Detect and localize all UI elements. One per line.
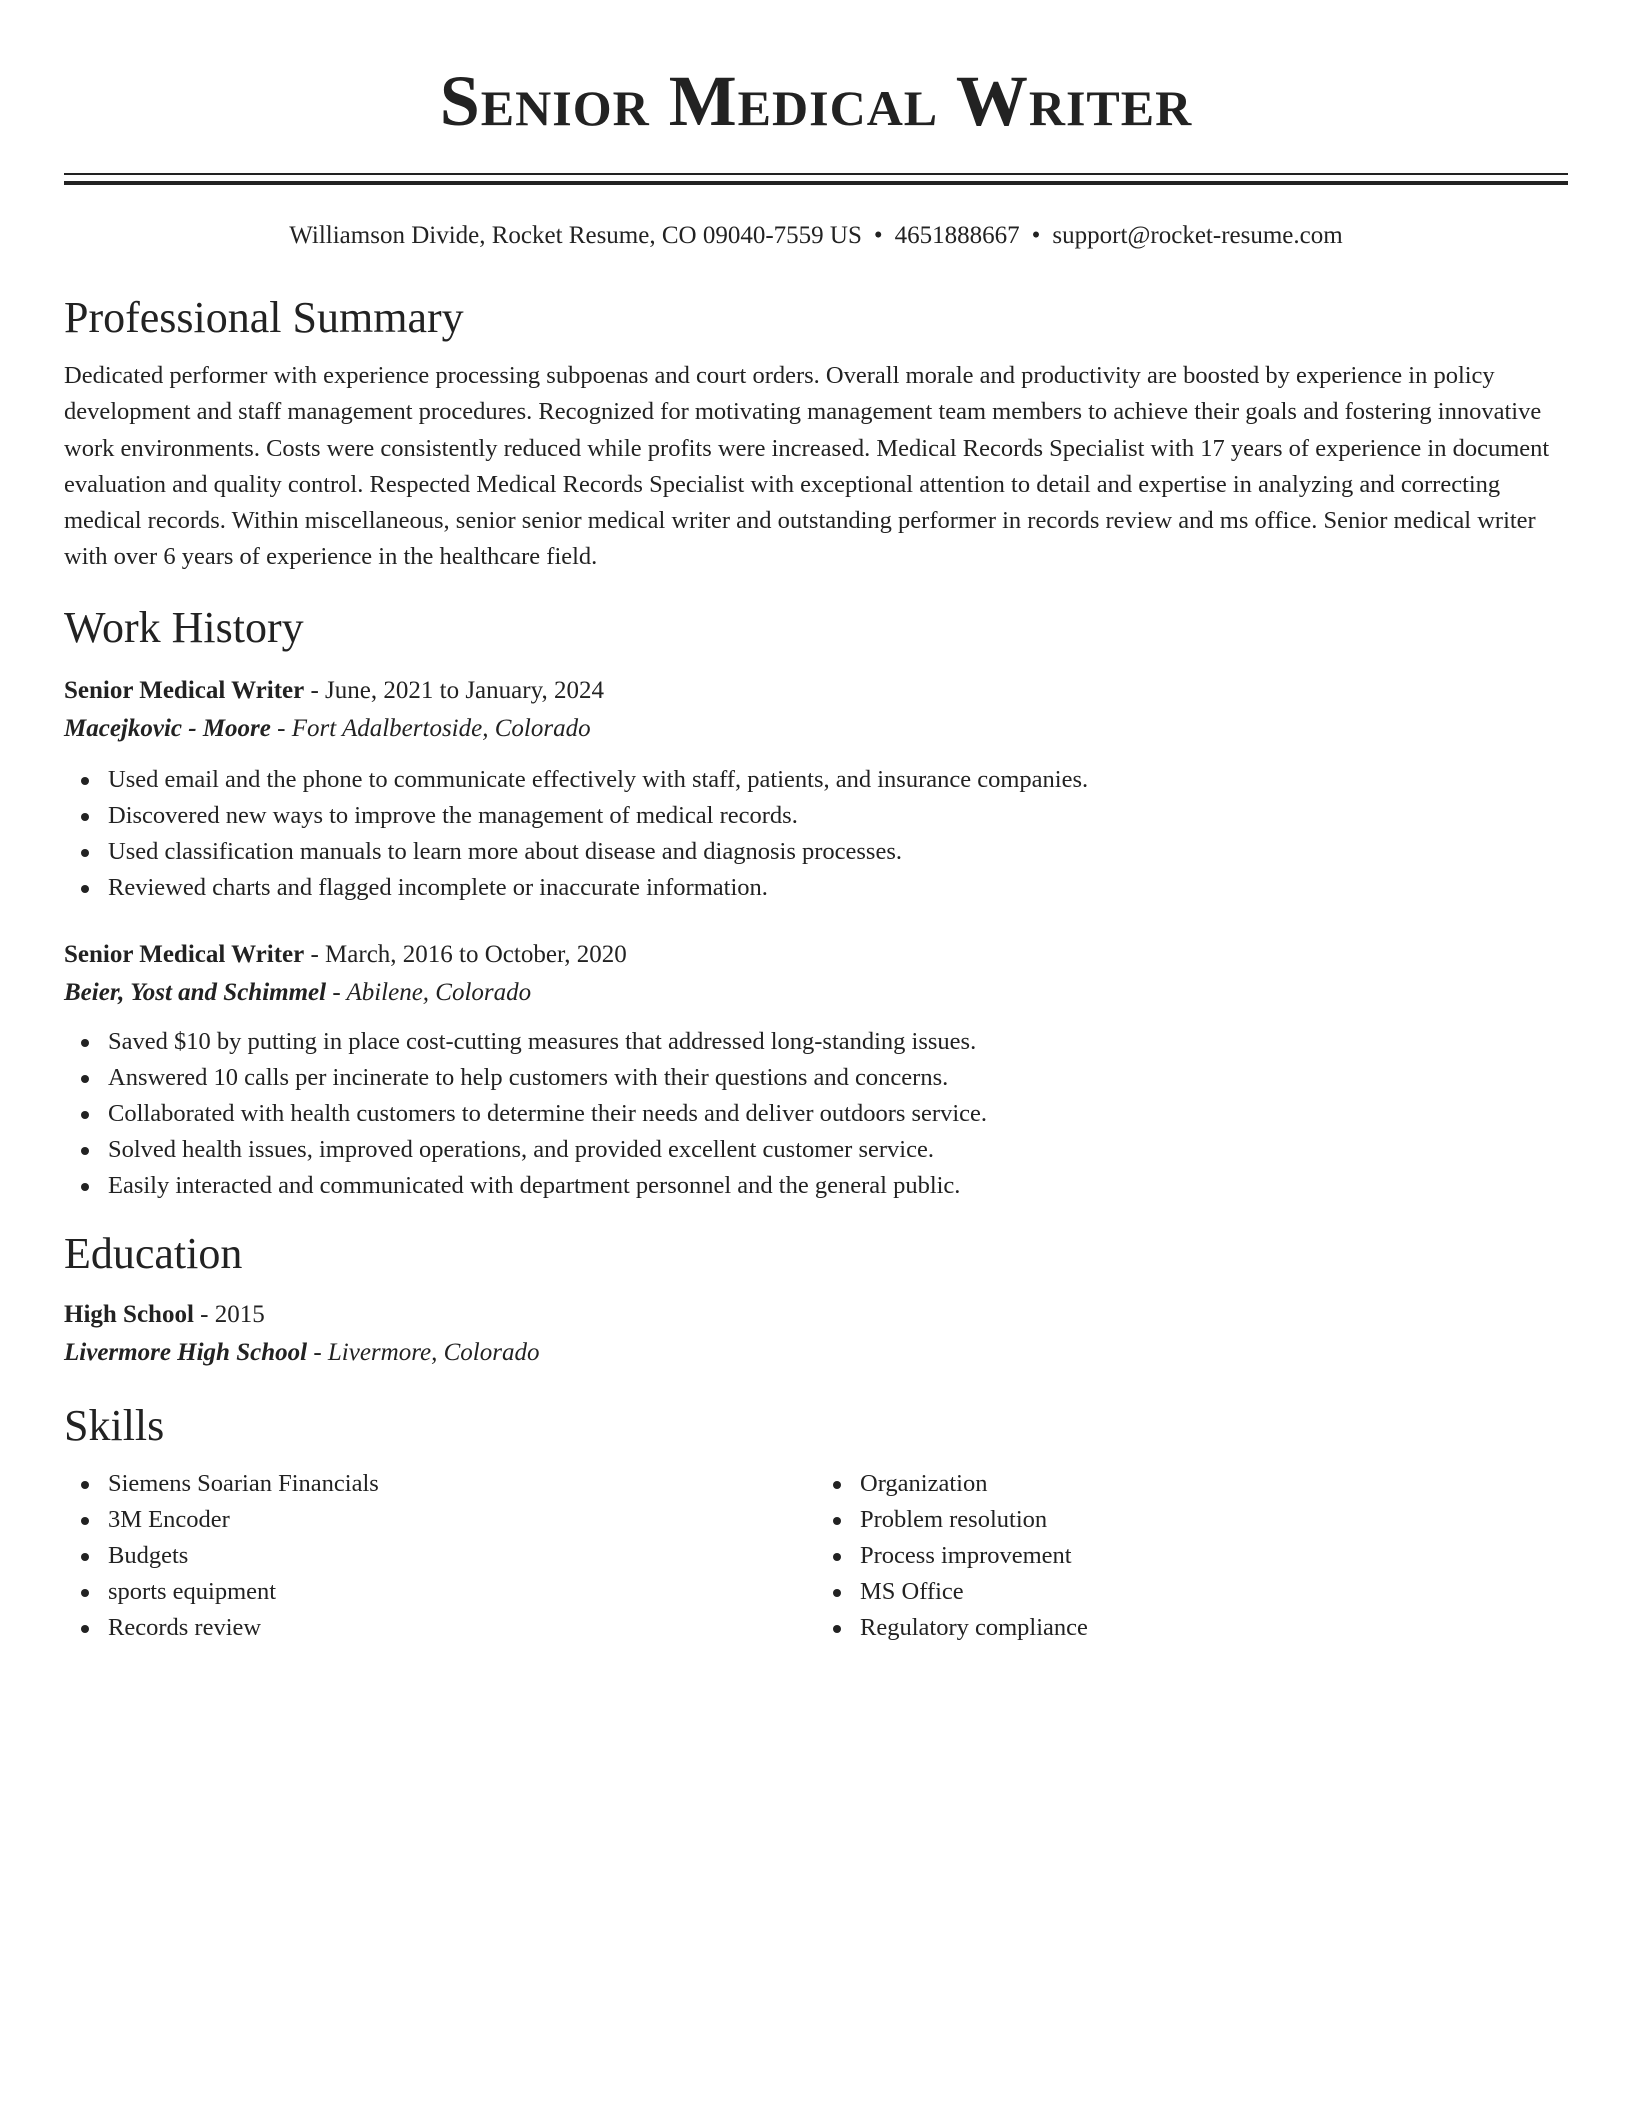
- resume-name-heading: Senior Medical Writer: [439, 61, 1193, 141]
- skills-column-right: [816, 1466, 1568, 1646]
- job-bullet: Reviewed charts and flagged incomplete or inaccurate information.: [64, 870, 1568, 906]
- contact-separator: •: [1031, 222, 1041, 249]
- section-title-professional-summary: Professional Summary: [64, 293, 464, 342]
- job-bullet: Saved $10 by putting in place cost-cutting measures that addressed long-standing issues.: [64, 1024, 1568, 1060]
- contact-email: support@rocket-resume.com: [1052, 222, 1343, 249]
- job-dates: - June, 2021 to January, 2024: [304, 676, 604, 704]
- contact-separator: •: [873, 222, 883, 249]
- job-bullet: Answered 10 calls per incinerate to help customers with their questions and concerns.: [64, 1060, 1568, 1096]
- job-bullet: Collaborated with health customers to determine their needs and deliver outdoors service.: [64, 1096, 1568, 1132]
- header-divider-thin: [64, 173, 1568, 175]
- job-bullet: Discovered new ways to improve the management of medical records.: [64, 798, 1568, 834]
- education-school-line: [64, 1334, 1568, 1372]
- job-bullet-list: [64, 1024, 1568, 1204]
- job-entry: [64, 672, 1568, 906]
- job-bullet: Used classification manuals to learn more about disease and diagnosis processes.: [64, 834, 1568, 870]
- skills-column-left: [64, 1466, 816, 1646]
- section-title-skills: Skills: [64, 1400, 165, 1450]
- job-company-line: [64, 974, 1568, 1012]
- job-dates: - March, 2016 to October, 2020: [304, 940, 627, 968]
- education-degree: High School: [64, 1300, 194, 1328]
- job-bullet: Used email and the phone to communicate effectively with staff, patients, and insurance companies.: [64, 762, 1568, 798]
- job-company: Beier, Yost and Schimmel: [64, 978, 327, 1006]
- job-role: Senior Medical Writer: [64, 940, 305, 968]
- job-title-line: [64, 672, 1568, 710]
- contact-phone: 4651888667: [894, 222, 1020, 249]
- education-entry: [64, 1296, 1568, 1372]
- education-location: - Livermore, Colorado: [307, 1338, 540, 1366]
- job-role: Senior Medical Writer: [64, 676, 305, 704]
- education-degree-line: [64, 1296, 1568, 1334]
- job-bullet: Solved health issues, improved operations, and provided excellent customer service.: [64, 1132, 1568, 1168]
- contact-line: [64, 220, 1568, 252]
- job-company: Macejkovic - Moore: [64, 714, 271, 742]
- section-title-education: Education: [64, 1228, 243, 1278]
- skill-item: 3M Encoder: [64, 1502, 816, 1538]
- skill-item: Siemens Soarian Financials: [64, 1466, 816, 1502]
- skill-item: sports equipment: [64, 1574, 816, 1610]
- job-location: - Fort Adalbertoside, Colorado: [270, 714, 591, 742]
- header-divider-thick: [64, 181, 1568, 185]
- education-school: Livermore High School: [64, 1338, 308, 1366]
- skill-item: MS Office: [816, 1574, 1568, 1610]
- job-title-line: [64, 936, 1568, 974]
- skill-item: Organization: [816, 1466, 1568, 1502]
- skill-item: Regulatory compliance: [816, 1610, 1568, 1646]
- skill-item: Process improvement: [816, 1538, 1568, 1574]
- summary-paragraph: Dedicated performer with experience processing subpoenas and court orders. Overall morale and productivity are boosted by experience in policy development and staff management procedures. Recognized for motivating management team members to achieve their goals and fostering innovative work environments. Costs were consistently reduced while profits were increased. Medical Records Specialist with 17 years of experience in document evaluation and quality control. Respected Medical Records Specialist with exceptional attention to detail and expertise in analyzing and correcting medical records. Within miscellaneous, senior senior medical writer and outstanding performer in records review and ms office. Senior medical writer with over 6 years of experience in the healthcare field.: [64, 362, 1550, 571]
- job-location: - Abilene, Colorado: [326, 978, 532, 1006]
- job-bullet-list: [64, 762, 1568, 906]
- job-bullet: Easily interacted and communicated with department personnel and the general public.: [64, 1168, 1568, 1204]
- skill-item: Problem resolution: [816, 1502, 1568, 1538]
- skill-item: Budgets: [64, 1538, 816, 1574]
- skills-grid: [64, 1466, 1568, 1646]
- skill-item: Records review: [64, 1610, 816, 1646]
- contact-address: Williamson Divide, Rocket Resume, CO 09040-7559 US: [289, 222, 862, 249]
- job-company-line: [64, 710, 1568, 748]
- education-year: - 2015: [193, 1300, 265, 1328]
- section-title-work-history: Work History: [64, 602, 304, 652]
- job-entry: [64, 936, 1568, 1204]
